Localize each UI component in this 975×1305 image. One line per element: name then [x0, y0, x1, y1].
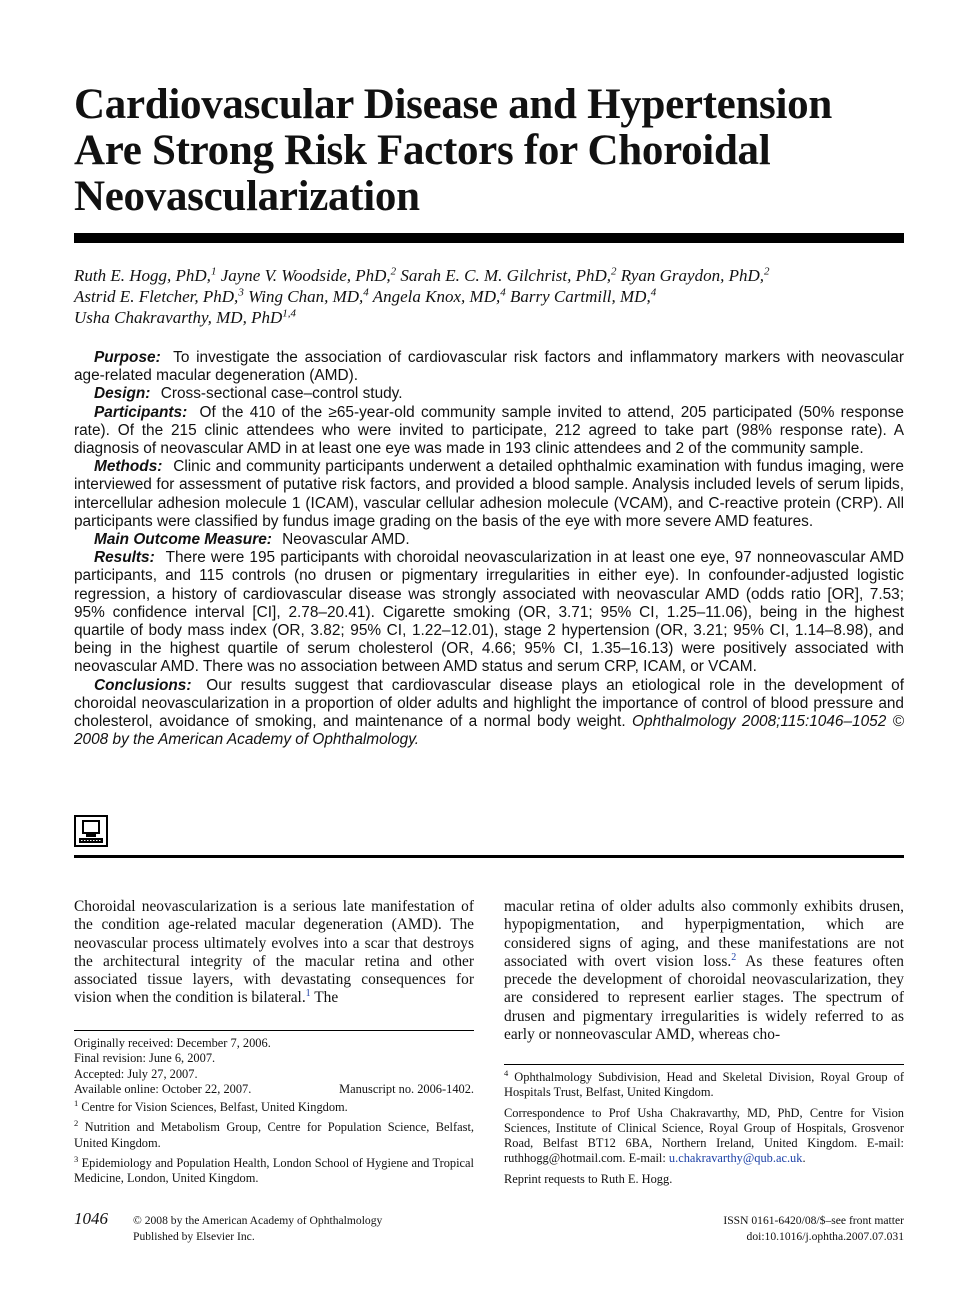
- participants-label: Participants:: [94, 403, 188, 421]
- aff-text: Ophthalmology Subdivision, Head and Skeletal Division, Royal Group of Hospitals Trust, Belfast, United Kingdom.: [504, 1070, 904, 1100]
- author-affiliation: 1,4: [282, 307, 296, 320]
- aff-text: Nutrition and Metabolism Group, Centre for Population Science, Belfast, United Kingdom.: [74, 1120, 474, 1150]
- author-name: Usha Chakravarthy, MD, PhD: [74, 308, 283, 327]
- author-name: Sarah E. C. M. Gilchrist, PhD,: [400, 266, 612, 285]
- author-list: [74, 265, 904, 328]
- footnotes-right: [504, 1067, 904, 1192]
- author-affiliation: 3: [238, 286, 244, 299]
- abstract-conclusions: [74, 677, 904, 750]
- footer-issn-doi: [723, 1213, 904, 1244]
- date-online: Available online: October 22, 2007.: [74, 1081, 252, 1096]
- results-text: There were 195 participants with choroidal neovascularization in at least one eye, 97 nonneovascular AMD participants, and 115 controls (no drusen or pigmentary irregularities in either eye). In confounder-adjusted logistic regression, a history of cardiovascular disease was strongly associated with neovascular AMD (odds ratio [OR], 7.53; 95% confidence interval [CI], 2.78–20.41). Cigarette smoking (OR, 3.71; 95% CI, 1.25–11.06), being in the highest quartile of body mass index (OR, 3.82; 95% CI, 1.22–12.01), stage 2 hypertension (OR, 3.21; 95% CI, 1.14–8.98), and being in the highest quartile of serum cholesterol (OR, 4.66; 95% CI, 1.35–16.13) were positively associated with neovascular AMD. There was no association between AMD status and serum CRP, ICAM, or VCAM.: [74, 549, 904, 676]
- article-title: Cardiovascular Disease and Hypertension Are Strong Risk Factors for Choroidal Neovascularization: [74, 81, 832, 220]
- reference-link[interactable]: 2: [731, 951, 737, 963]
- aff-text: Epidemiology and Population Health, London School of Hygiene and Tropical Medicine, London, United Kingdom.: [74, 1156, 474, 1186]
- manuscript-number: Manuscript no. 2006-1402.: [339, 1081, 474, 1096]
- conclusions-label: Conclusions:: [94, 676, 192, 694]
- abstract-outcome: [74, 531, 904, 549]
- abstract-participants: [74, 404, 904, 459]
- footnote-divider-right: [504, 1064, 904, 1065]
- abstract-divider: [74, 855, 904, 858]
- aff-number: 2: [74, 1118, 79, 1129]
- page-number: 1046: [74, 1209, 108, 1228]
- date-revision: Final revision: June 6, 2007.: [74, 1051, 216, 1066]
- affiliation-4: [504, 1067, 904, 1101]
- reference-link[interactable]: 1: [305, 988, 311, 1000]
- methods-label: Methods:: [94, 458, 163, 476]
- outcome-label: Main Outcome Measure:: [94, 531, 272, 549]
- intro-paragraph: Choroidal neovascularization is a serious late manifestation of the condition age-related macular degeneration (AMD). The neovascular process ultimately evolves into a scar that destroys the architectural integrity of the macular retina and other associated tissue layers, with devastating consequences for vision when the condition is bilateral.: [74, 898, 474, 1007]
- aff-number: 1: [74, 1098, 79, 1109]
- body-column-left: [74, 898, 474, 1008]
- aff-number: 3: [74, 1153, 79, 1164]
- author-name: Jayne V. Woodside, PhD,: [220, 266, 391, 285]
- author-name: Ruth E. Hogg, PhD,: [74, 266, 211, 285]
- author-name: Barry Cartmill, MD,: [509, 287, 651, 306]
- author-affiliation: 4: [650, 286, 657, 299]
- design-label: Design:: [94, 385, 151, 403]
- footnotes-left: [74, 1036, 474, 1192]
- purpose-label: Purpose:: [94, 349, 161, 366]
- footnote-divider-left: [74, 1030, 474, 1031]
- correspondence-text: Correspondence to Prof Usha Chakravarthy, MD, PhD, Centre for Vision Sciences, Institute of Clinical Science, Royal Group of Hospitals, Grosvenor Road, Belfast BT12 6BA, Northern Ireland, United Kingdom. E-mail: ruthhogg@hotmail.com. E-mail:: [504, 1105, 904, 1166]
- intro-continuation: The: [310, 989, 339, 1007]
- title-divider: [74, 233, 904, 243]
- design-text: Cross-sectional case–control study.: [160, 385, 403, 403]
- correspondence-end: .: [802, 1151, 806, 1166]
- abstract: [74, 349, 904, 749]
- author-name: Wing Chan, MD,: [248, 287, 364, 306]
- manuscript-dates: [74, 1036, 474, 1097]
- abstract-methods: [74, 458, 904, 531]
- participants-text: Of the 410 of the ≥65-year-old community sample invited to attend, 205 participated (50% response rate). Of the 215 clinic attendees who were invited to participate, 212 agreed to take part (98% response rate). A diagnosis of neovascular AMD in at least one eye was made in 193 clinic attendees and 2 of the community sample.: [74, 403, 904, 458]
- reprint-requests: Reprint requests to Ruth E. Hogg.: [504, 1171, 673, 1186]
- correspondence: [504, 1106, 904, 1167]
- journal-citation: Ophthalmology 2008;115:1046–1052 © 2008 by the American Academy of Ophthalmology.: [74, 713, 905, 749]
- aff-text: Centre for Vision Sciences, Belfast, United Kingdom.: [81, 1100, 348, 1115]
- computer-monitor-icon[interactable]: [74, 815, 108, 847]
- body-column-right: [504, 898, 904, 1044]
- footer-publisher-name: Published by Elsevier Inc.: [133, 1229, 255, 1243]
- abstract-design: [74, 385, 904, 403]
- aff-number: 4: [504, 1067, 509, 1078]
- abstract-results: [74, 549, 904, 676]
- author-affiliation: 1: [210, 265, 217, 278]
- date-accepted: Accepted: July 27, 2007.: [74, 1066, 198, 1081]
- affiliation-1: [74, 1100, 474, 1115]
- affiliation-2: [74, 1120, 474, 1151]
- body-paragraph-part: macular retina of older adults also commonly exhibits drusen, hypopigmentation, and hyperpigmentation, which are considered signs of aging, and these manifestations are not associated with overt vision loss.: [504, 898, 904, 970]
- footer-publisher: [133, 1213, 382, 1244]
- outcome-text: Neovascular AMD.: [282, 531, 410, 549]
- footer-issn: ISSN 0161-6420/08/$–see front matter: [723, 1214, 904, 1227]
- author-name: Angela Knox, MD,: [372, 287, 501, 306]
- affiliation-3: [74, 1153, 474, 1187]
- author-affiliation: 2: [611, 265, 617, 278]
- purpose-text: To investigate the association of cardiovascular risk factors and inflammatory markers with neovascular age-related macular degeneration (AMD).: [74, 349, 904, 385]
- author-affiliation: 4: [500, 286, 506, 299]
- footer-copyright: © 2008 by the American Academy of Ophthalmology: [133, 1214, 383, 1227]
- footer-doi: doi:10.1016/j.ophtha.2007.07.031: [746, 1229, 904, 1243]
- body-paragraph-part: As these features often precede the development of choroidal neovascularization, they are considered to represent earlier stages. The spectrum of drusen and pigmentary irregularities is widely referred to as early or nonneovascular AMD, whereas cho-: [504, 952, 904, 1044]
- author-affiliation: 2: [764, 265, 770, 278]
- methods-text: Clinic and community participants underwent a detailed ophthalmic examination with fundus imaging, were interviewed for assessment of putative risk factors, and provided a blood sample. Analysis included levels of serum lipids, intercellular adhesion molecule 1 (ICAM), vascular cellular adhesion molecule (VCAM), and C-reactive protein (CRP). All participants were classified by fundus image grading on the basis of the eye with more severe AMD features.: [74, 458, 904, 530]
- abstract-purpose: [74, 349, 904, 385]
- results-label: Results:: [94, 549, 155, 567]
- author-name: Astrid E. Fletcher, PhD,: [74, 287, 239, 306]
- email-link[interactable]: u.chakravarthy@qub.ac.uk: [668, 1151, 803, 1166]
- date-received: Originally received: December 7, 2006.: [74, 1036, 271, 1050]
- author-name: Ryan Graydon, PhD,: [620, 266, 765, 285]
- conclusions-text: Our results suggest that cardiovascular disease plays an etiological role in the development of choroidal neovascularization in a proportion of older adults and highlight the importance of control of blood pressure and cholesterol, avoidance of smoking, and maintenance of a normal body weight.: [74, 676, 905, 731]
- author-affiliation: 4: [363, 286, 369, 299]
- author-affiliation: 2: [390, 265, 397, 278]
- dates-row: [74, 1082, 474, 1097]
